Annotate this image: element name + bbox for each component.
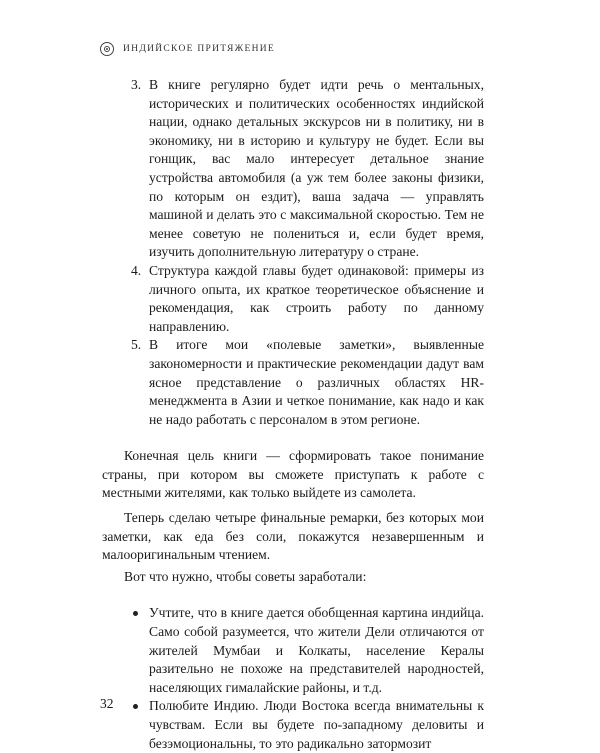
running-header-title: ИНДИЙСКОЕ ПРИТЯЖЕНИЕ: [123, 44, 276, 54]
list-item-text: В книге регулярно будет идти речь о ментальных, исторических и политических особенностях индийской нации, однако детальных экскурсов ни в политику, ни в экономику, ни в историю и культуру не будет. Если вы гонщик, вас мало интересует детальное знание устройства автомобиля (а уж тем более законы физики, по которым он ездит), ваша задача — управлять машиной и делать это с максимальной скоростью. Тем не менее советую не полениться и, если будет время, изучить дополнительную литературу о стране.: [149, 77, 484, 260]
list-item: [102, 697, 484, 753]
list-item: [102, 262, 484, 336]
list-item-text: Учтите, что в книге дается обобщенная картина индийца. Само собой разумеется, что жители Дели отличаются от жителей Мумбаи и Колкаты, население Кералы разительно не похоже на представителей народностей, населяющих гималайские районы, и т.д.: [149, 605, 484, 695]
bullet-icon: [133, 704, 138, 709]
list-item-text: Полюбите Индию. Люди Востока всегда внимательны к чувствам. Если вы будете по-западному деловиты и безэмоциональны, то это радикально затормозит: [149, 698, 484, 751]
bullet-list: [102, 604, 484, 753]
list-item-number: 3.: [131, 77, 142, 92]
page-number: 32: [100, 696, 114, 711]
running-header: [100, 42, 275, 56]
list-item-text: В итоге мои «полевые заметки», выявленные закономерности и практические рекомендации дадут вам ясное представление о различных областях HR-менеджмента в Азии и четкое понимание, как надо и как не надо работать с персоналом в этом регионе.: [149, 337, 484, 427]
list-item-number: 5.: [131, 337, 142, 353]
paragraph: Конечная цель книги — сформировать такое понимание страны, при котором вы сможете приступать к работе с местными жителями, как только выйдете из самолета.: [102, 448, 484, 501]
list-item: [102, 76, 484, 262]
paragraph: Вот что нужно, чтобы советы заработали:: [124, 568, 367, 584]
page-body: [102, 76, 484, 753]
list-item-number: 4.: [131, 262, 142, 278]
list-item: [102, 336, 484, 429]
paragraph: Теперь сделаю четыре финальные ремарки, без которых мои заметки, как еда без соли, покажутся незавершенным и малооригинальным чтением.: [102, 510, 484, 563]
mandala-logo-icon: [100, 42, 114, 56]
list-item-text: Структура каждой главы будет одинаковой: примеры из личного опыта, их краткое теоретическое объяснение и рекомендация, как строить работу по данному направлению.: [149, 262, 484, 334]
bullet-icon: [133, 611, 138, 616]
list-item: [102, 604, 484, 697]
numbered-list: [102, 76, 484, 429]
